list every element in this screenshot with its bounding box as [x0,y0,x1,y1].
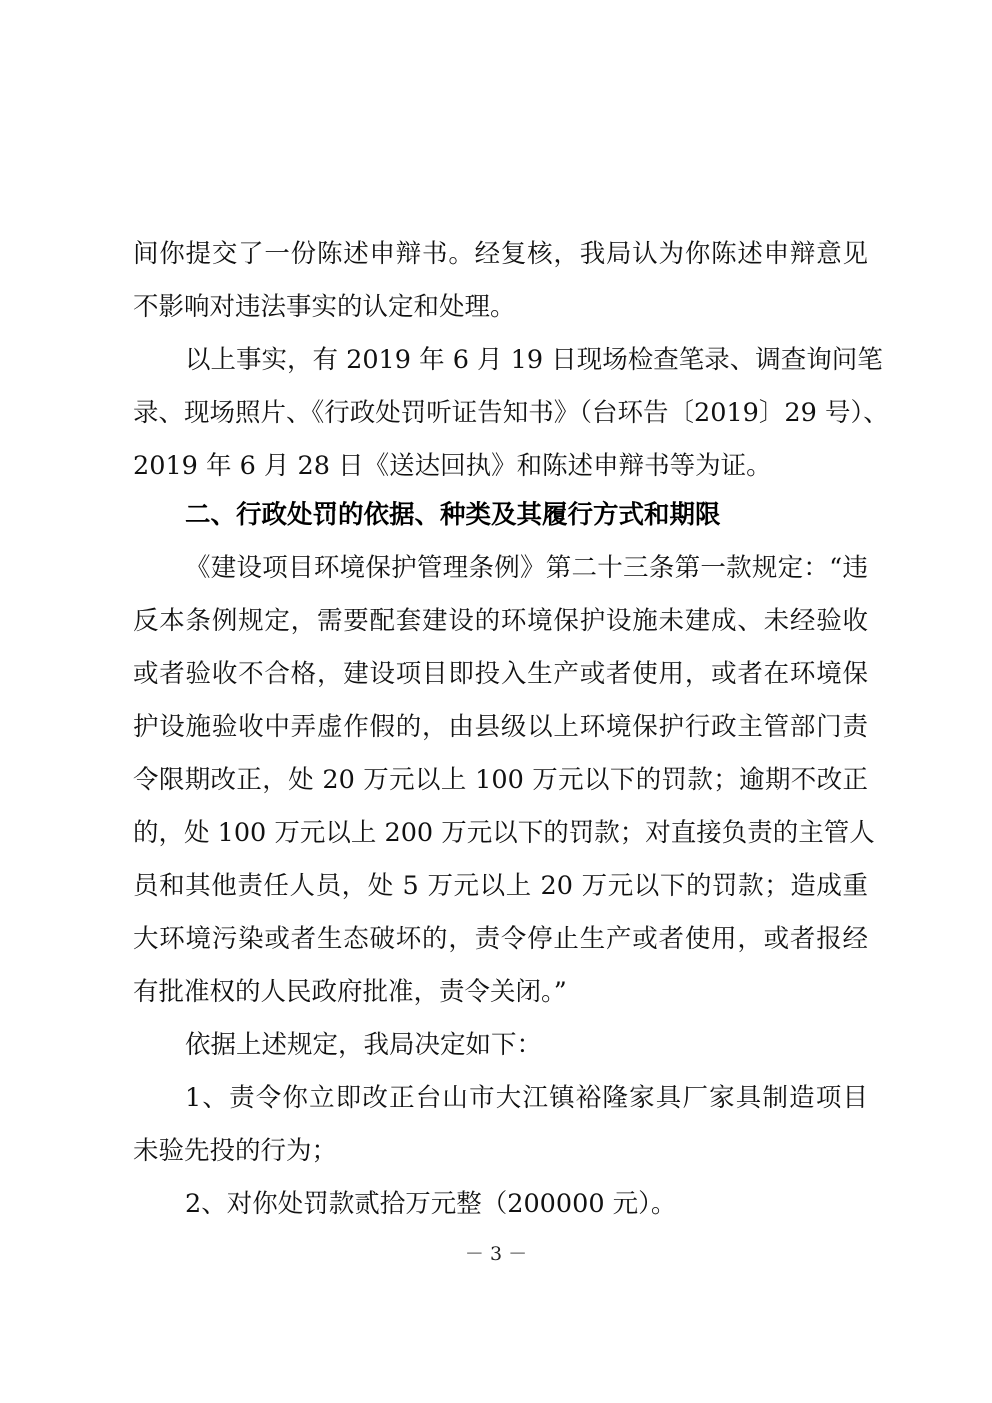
decision-item-2: 2、对你处罚款贰拾万元整（200000 元）。 [185,1189,677,1219]
decision-item-1: 1、责令你立即改正台山市大江镇裕隆家具厂家具制造项目 [185,1083,868,1113]
section-heading: 二、行政处罚的依据、种类及其履行方式和期限 [185,500,721,530]
regulation-line: 有批准权的人民政府批准，责令关闭。” [133,977,567,1007]
regulation-line: 大环境污染或者生态破坏的，责令停止生产或者使用，或者报经 [133,924,868,954]
regulation-line: 《建设项目环境保护管理条例》第二十三条第一款规定：“违 [185,553,868,583]
regulation-line: 员和其他责任人员，处 5 万元以上 20 万元以下的罚款；造成重 [133,871,868,901]
regulation-line: 令限期改正，处 20 万元以上 100 万元以下的罚款；逾期不改正 [133,765,868,795]
page-number: － 3 － [464,1243,528,1265]
paragraph-line: 间你提交了一份陈述申辩书。经复核，我局认为你陈述申辩意见 [133,239,868,269]
paragraph-line: 不影响对违法事实的认定和处理。 [133,292,516,322]
regulation-line: 的，处 100 万元以上 200 万元以下的罚款；对直接负责的主管人 [133,818,875,848]
evidence-line: 以上事实，有 2019 年 6 月 19 日现场检查笔录、调查询问笔 [185,345,883,375]
evidence-line: 2019 年 6 月 28 日《送达回执》和陈述申辩书等为证。 [133,451,772,481]
evidence-line: 录、现场照片、《行政处罚听证告知书》（台环告〔2019〕29 号）、 [133,398,889,428]
regulation-line: 反本条例规定，需要配套建设的环境保护设施未建成、未经验收 [133,606,868,636]
decision-item-1-cont: 未验先投的行为； [133,1136,338,1166]
regulation-line: 或者验收不合格，建设项目即投入生产或者使用，或者在环境保 [133,659,868,689]
decision-intro: 依据上述规定，我局决定如下： [185,1030,543,1060]
regulation-line: 护设施验收中弄虚作假的，由县级以上环境保护行政主管部门责 [133,712,868,742]
